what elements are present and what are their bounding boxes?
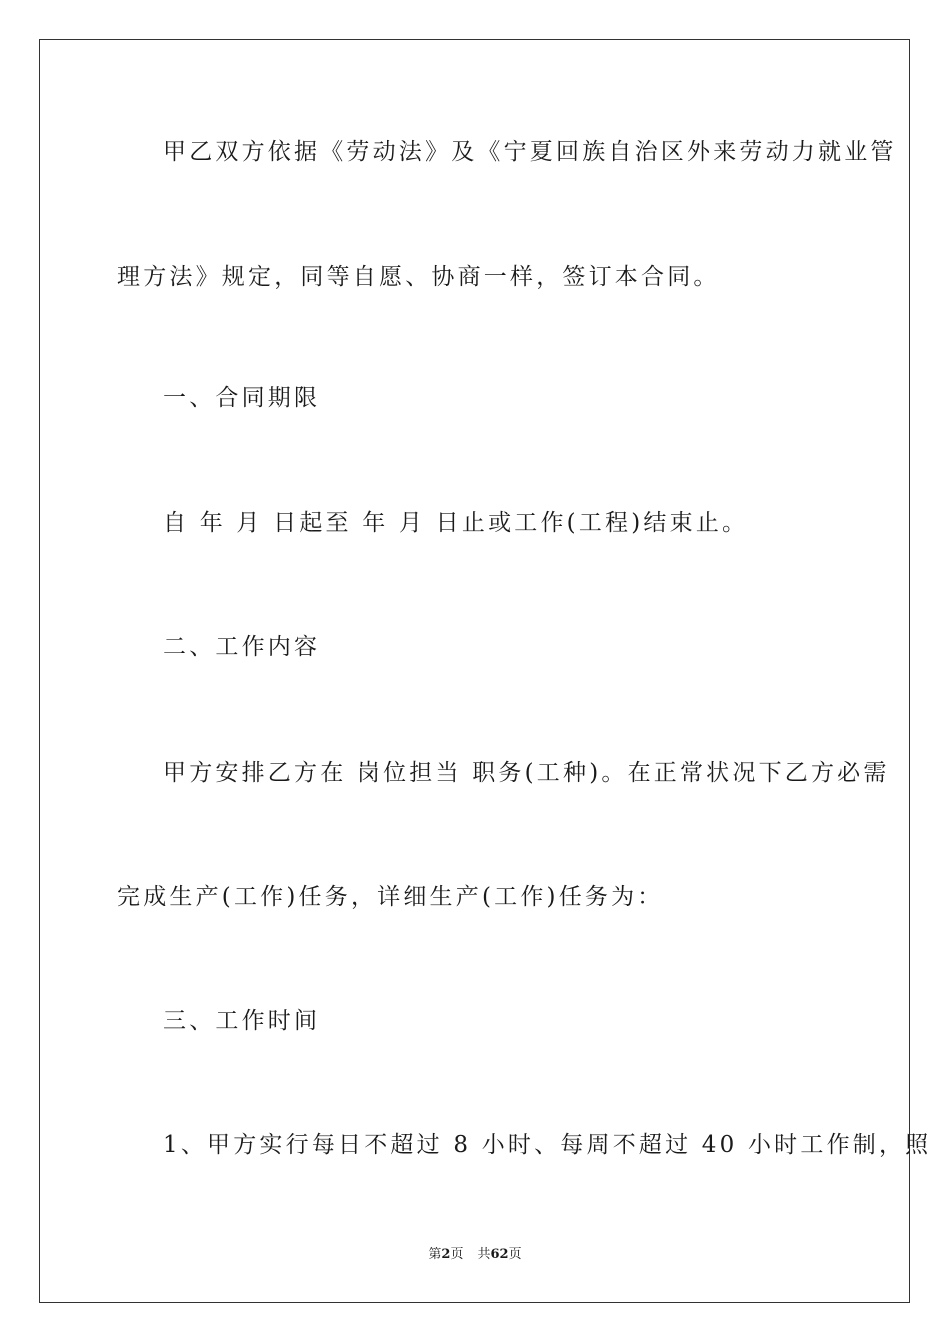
footer-page-prefix: 第: [428, 1247, 442, 1262]
footer-page-suffix: 页: [450, 1247, 464, 1262]
paragraph-line-work-1: 甲方安排乙方在 岗位担当 职务(工种)。在正常状况下乙方必需: [163, 760, 890, 786]
footer-total-suffix: 页: [508, 1247, 522, 1262]
section-heading-contract-term: 一、合同期限: [163, 385, 321, 411]
section-heading-work-time: 三、工作时间: [163, 1008, 321, 1034]
footer-total-prefix: 共: [477, 1247, 491, 1262]
paragraph-line-term-dates: 自 年 月 日起至 年 月 日止或工作(工程)结束止。: [163, 510, 749, 536]
footer-total-pages: 62: [490, 1247, 509, 1262]
paragraph-line-2: 理方法》规定，同等自愿、协商一样，签订本合同。: [117, 264, 720, 290]
page-footer: [0, 1246, 950, 1264]
paragraph-line-work-2: 完成生产(工作)任务，详细生产(工作)任务为：: [117, 884, 664, 910]
page-frame: [39, 39, 910, 1303]
paragraph-line-1: 甲乙双方依据《劳动法》及《宁夏回族自治区外来劳动力就业管: [163, 139, 897, 165]
section-heading-work-content: 二、工作内容: [163, 634, 321, 660]
paragraph-line-work-time-1: 1、甲方实行每日不超过 8 小时、每周不超过 40 小时工作制，照: [163, 1132, 932, 1158]
footer-page-number: 2: [441, 1247, 451, 1262]
